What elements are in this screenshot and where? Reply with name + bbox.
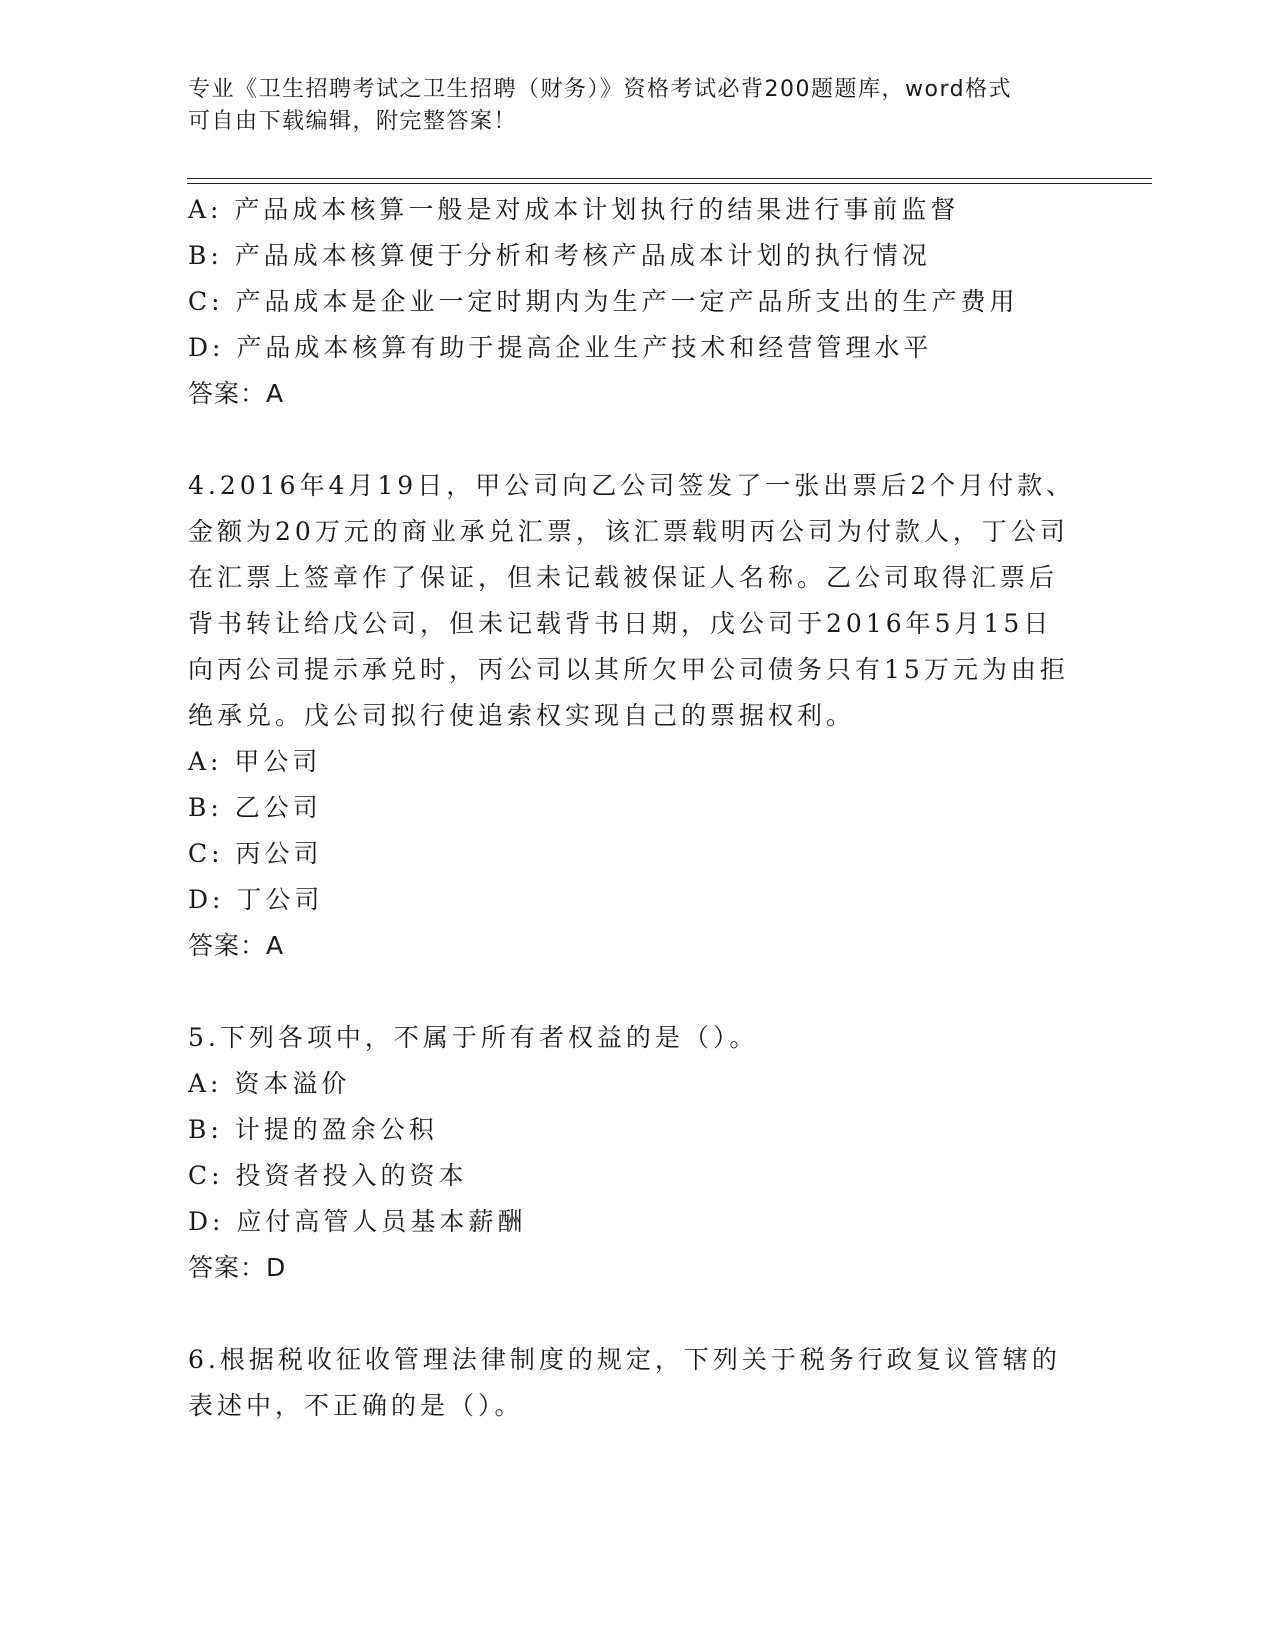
q4-answer: 答案：A — [188, 931, 285, 960]
q3-answer: 答案：A — [188, 379, 285, 408]
header-divider-top — [187, 178, 1152, 179]
q4-option-a: A: 甲公司 — [188, 747, 322, 776]
q4-stem-line-3: 在汇票上签章作了保证，但未记载被保证人名称。乙公司取得汇票后 — [188, 563, 1059, 592]
q6-stem-line-2: 表述中，不正确的是（）。 — [188, 1391, 524, 1420]
spacer — [188, 969, 1108, 1015]
q5-option-d: D: 应付高管人员基本薪酬 — [188, 1207, 527, 1236]
spacer — [188, 417, 1108, 463]
spacer — [188, 1291, 1108, 1337]
q5-stem: 5.下列各项中，不属于所有者权益的是（）。 — [188, 1023, 759, 1052]
question-5 — [188, 1015, 1108, 1291]
q5-option-c: C: 投资者投入的资本 — [188, 1161, 468, 1190]
q5-option-a: A: 资本溢价 — [188, 1069, 351, 1098]
question-3 — [188, 187, 1108, 417]
q4-stem-line-6: 绝承兑。戊公司拟行使追索权实现自己的票据权利。 — [188, 701, 856, 730]
header-title-line-2: 可自由下载编辑，附完整答案！ — [188, 109, 518, 134]
q4-stem-line-5: 向丙公司提示承兑时，丙公司以其所欠甲公司债务只有15万元为由拒 — [188, 655, 1069, 684]
q4-option-c: C: 丙公司 — [188, 839, 323, 868]
q4-option-b: B: 乙公司 — [188, 793, 322, 822]
question-6 — [188, 1337, 1108, 1429]
q3-option-a: A: 产品成本核算一般是对成本计划执行的结果进行事前监督 — [188, 195, 960, 224]
question-4 — [188, 463, 1108, 969]
q4-stem-line-2: 金额为20万元的商业承兑汇票，该汇票载明丙公司为付款人，丁公司 — [188, 517, 1069, 546]
q3-option-d: D: 产品成本核算有助于提高企业生产技术和经营管理水平 — [188, 333, 933, 362]
q4-stem-line-4: 背书转让给戊公司，但未记载背书日期，戊公司于2016年5月15日 — [188, 609, 1053, 638]
question-list — [188, 187, 1108, 1429]
q3-option-b: B: 产品成本核算便于分析和考核产品成本计划的执行情况 — [188, 241, 931, 270]
q4-stem-line-1: 4.2016年4月19日，甲公司向乙公司签发了一张出票后2个月付款、 — [188, 471, 1076, 500]
header-title-line-1: 专业《卫生招聘考试之卫生招聘（财务）》资格考试必背200题题库，word格式 — [188, 77, 1013, 102]
q5-answer: 答案：D — [188, 1253, 287, 1282]
header-divider-bottom — [187, 183, 1152, 184]
q3-option-c: C: 产品成本是企业一定时期内为生产一定产品所支出的生产费用 — [188, 287, 1019, 316]
q5-option-b: B: 计提的盈余公积 — [188, 1115, 438, 1144]
q6-stem-line-1: 6.根据税收征收管理法律制度的规定，下列关于税务行政复议管辖的 — [188, 1345, 1061, 1374]
q4-option-d: D: 丁公司 — [188, 885, 324, 914]
document-header — [188, 74, 1068, 138]
